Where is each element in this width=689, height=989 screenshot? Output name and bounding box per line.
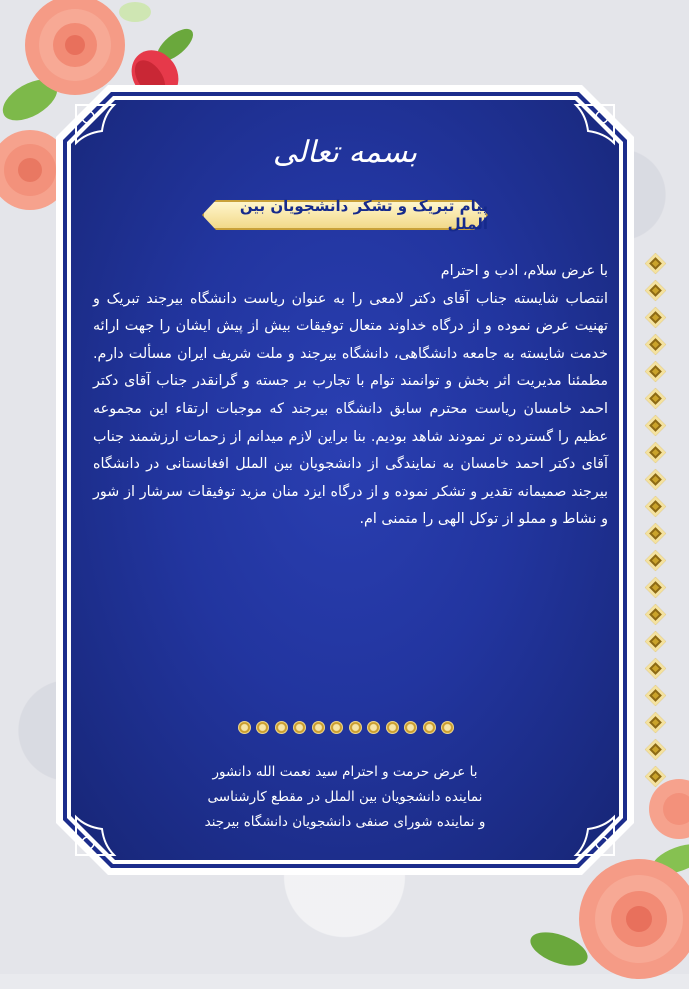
corner-arabesque-icon <box>554 103 616 165</box>
signature-block <box>150 760 540 835</box>
letter-greeting: با عرض سلام، ادب و احترام <box>440 263 608 279</box>
gold-diamond-ornament-icon <box>645 415 666 436</box>
page-title: پیام تبریک و تشکر دانشجویان بین الملل <box>239 197 488 233</box>
gold-diamond-ornament-icon <box>645 253 666 274</box>
gold-star-ornament-icon <box>330 721 343 734</box>
gold-diamond-ornament-icon <box>645 334 666 355</box>
signature-line-1: با عرض حرمت و احترام سید نعمت الله دانشور <box>212 764 478 780</box>
corner-arabesque-icon <box>74 103 136 165</box>
letter-paragraph: انتصاب شایسته جناب آقای دکتر لامعی را به عنوان ریاست دانشگاه بیرجند تبریک و تهنیت عرض نموده و از درگاه خداوند متعال توفیقات بیش از پیش ایشان را جهت ارائه خدمت شایسته به جامعه دانشگاهی، دانشگاه بیرجند و ملت شریف ایران مسألت دارم. مطمئنا مدیریت اثر بخش و توانمند توام با تجارب بر جسته و گرانقدر جناب آقای دکتر احمد خامسان ریاست محترم سابق دانشگاه بیرجند که موجبات ارتقاء این مجموعه عظیم را گسترده تر نمودند شاهد بودیم. بنا براین لازم میدانم از زحمات ارزشمند جناب آقای دکتر احمد خامسان به نمایندگی از دانشجویان بین الملل افغانستانی در دانشگاه بیرجند صمیمانه تقدیر و تشکر نموده و از درگاه ایزد منان مزید توفیقات سرشار از شور و نشاط و مملو از توکل الهی را متمنی ام. <box>93 290 608 528</box>
gold-diamond-ornament-icon <box>645 280 666 301</box>
star-divider <box>238 718 454 736</box>
gold-star-ornament-icon <box>293 721 306 734</box>
right-ornament-column <box>648 250 663 790</box>
gold-diamond-ornament-icon <box>645 496 666 517</box>
gold-star-ornament-icon <box>386 721 399 734</box>
gold-diamond-ornament-icon <box>645 712 666 733</box>
signature-line-3: و نماینده شورای صنفی دانشجویان دانشگاه بیرجند <box>204 814 486 830</box>
gold-diamond-ornament-icon <box>645 469 666 490</box>
signature-line-2: نماینده دانشجویان بین الملل در مقطع کارشناسی <box>207 789 483 805</box>
gold-star-ornament-icon <box>275 721 288 734</box>
gold-star-ornament-icon <box>349 721 362 734</box>
gold-diamond-ornament-icon <box>645 631 666 652</box>
gold-star-ornament-icon <box>238 721 251 734</box>
corner-arabesque-icon <box>74 795 136 857</box>
gold-diamond-ornament-icon <box>645 388 666 409</box>
gold-diamond-ornament-icon <box>645 685 666 706</box>
gold-star-ornament-icon <box>441 721 454 734</box>
gold-star-ornament-icon <box>312 721 325 734</box>
bismillah-heading: بسمه تعالی <box>272 135 418 170</box>
gold-diamond-ornament-icon <box>645 523 666 544</box>
gold-diamond-ornament-icon <box>645 307 666 328</box>
gold-diamond-ornament-icon <box>645 766 666 787</box>
gold-diamond-ornament-icon <box>645 361 666 382</box>
gold-diamond-ornament-icon <box>645 604 666 625</box>
gold-star-ornament-icon <box>404 721 417 734</box>
gold-star-ornament-icon <box>256 721 269 734</box>
gold-star-ornament-icon <box>367 721 380 734</box>
gold-star-ornament-icon <box>423 721 436 734</box>
gold-diamond-ornament-icon <box>645 550 666 571</box>
gold-diamond-ornament-icon <box>645 577 666 598</box>
corner-arabesque-icon <box>554 795 616 857</box>
letter-body <box>93 258 608 534</box>
gold-diamond-ornament-icon <box>645 739 666 760</box>
gold-diamond-ornament-icon <box>645 658 666 679</box>
title-banner <box>202 197 488 233</box>
gold-diamond-ornament-icon <box>645 442 666 463</box>
